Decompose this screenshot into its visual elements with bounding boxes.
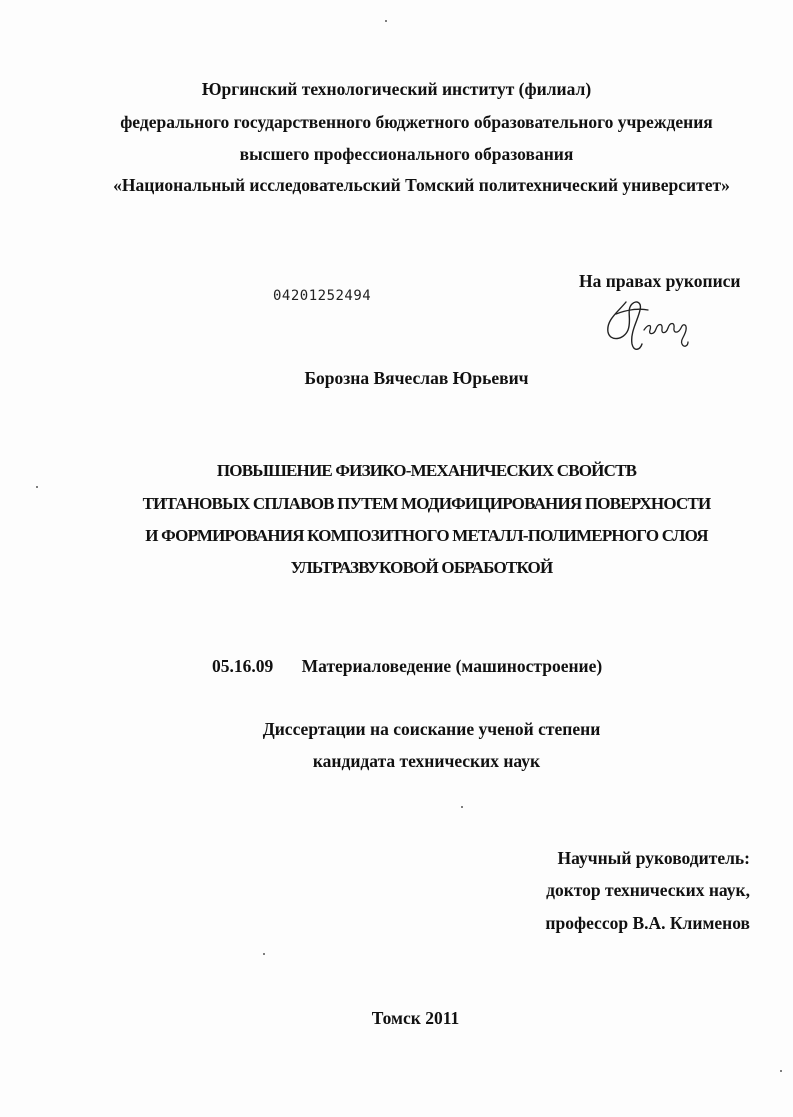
supervisor-name: профессор В.А. Клименов <box>545 913 750 933</box>
degree-title: кандидата технических наук <box>312 751 541 771</box>
institute-name: Юргинский технологический институт (филиал) <box>201 79 592 99</box>
registration-code: 04201252494 <box>273 288 372 304</box>
supervisor-label: Научный руководитель: <box>557 848 750 868</box>
dissertation-title-line: ТИТАНОВЫХ СПЛАВОВ ПУТЕМ МОДИФИЦИРОВАНИЯ ПОВЕРХНОСТИ <box>142 494 711 513</box>
institute-parent-line: федерального государственного бюджетного образовательного учреждения <box>120 112 713 132</box>
scan-speck <box>385 20 387 22</box>
supervisor-degree: доктор технических наук, <box>546 880 750 900</box>
specialty <box>212 656 602 677</box>
specialty-code: 05.16.09 <box>212 656 274 676</box>
dissertation-title-line: УЛЬТРАЗВУКОВОЙ ОБРАБОТКОЙ <box>290 558 553 577</box>
scan-speck <box>36 486 38 488</box>
scan-speck <box>780 1070 782 1072</box>
dissertation-title-line: И ФОРМИРОВАНИЯ КОМПОЗИТНОГО МЕТАЛЛ-ПОЛИМЕРНОГО СЛОЯ <box>145 526 708 545</box>
dissertation-title-line: ПОВЫШЕНИЕ ФИЗИКО-МЕХАНИЧЕСКИХ СВОЙСТВ <box>216 461 637 480</box>
specialty-name: Материаловедение (машиностроение) <box>301 656 603 676</box>
scan-speck <box>461 806 463 808</box>
university-name: «Национальный исследовательский Томский политехнический университет» <box>113 175 730 195</box>
author-name: Борозна Вячеслав Юрьевич <box>304 368 529 388</box>
city-year: Томск 2011 <box>371 1008 460 1028</box>
manuscript-rights-note: На правах рукописи <box>579 271 741 291</box>
institute-education-line: высшего профессионального образования <box>239 144 574 164</box>
handwritten-signature <box>596 292 696 356</box>
degree-purpose: Диссертации на соискание ученой степени <box>262 719 601 739</box>
scan-speck <box>263 953 265 955</box>
